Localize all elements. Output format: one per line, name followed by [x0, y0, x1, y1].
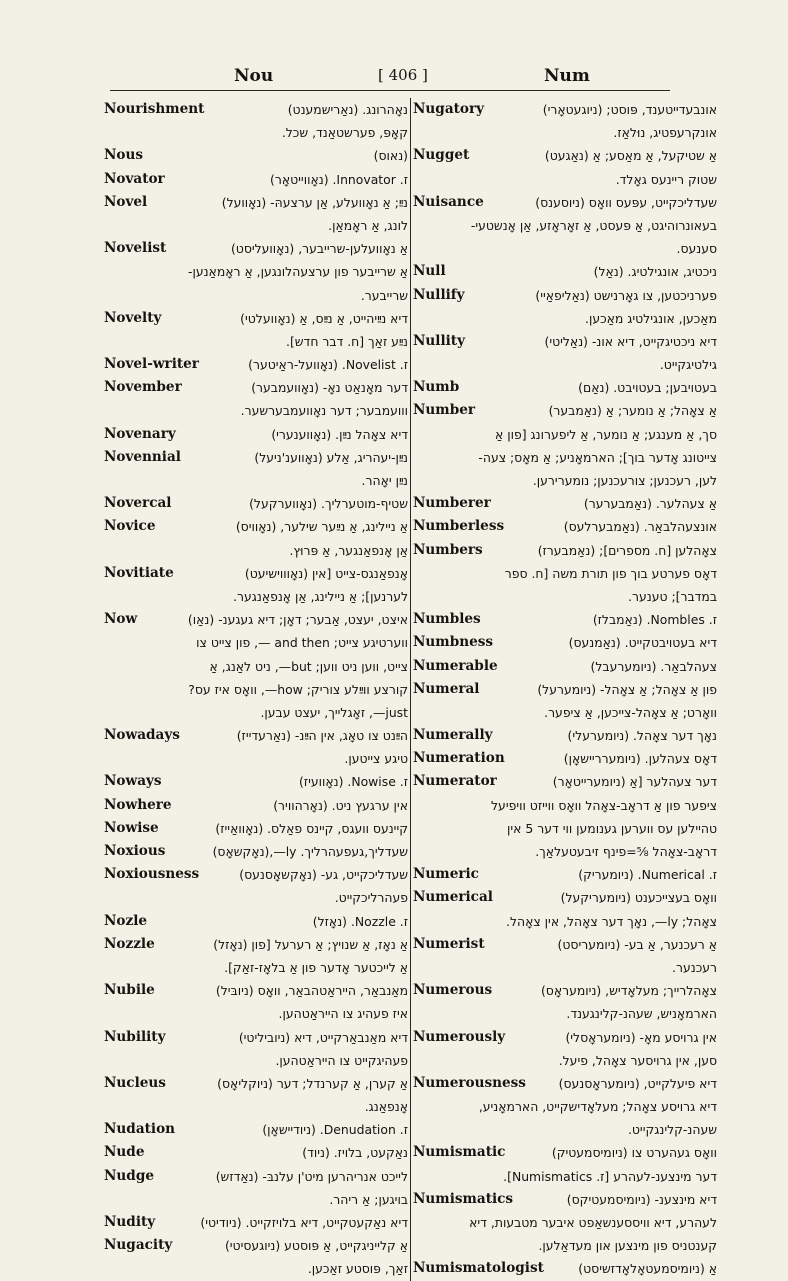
dictionary-entry — [104, 910, 408, 933]
headword: Nowhere — [104, 796, 172, 813]
dictionary-entry — [104, 492, 408, 515]
dictionary-entry — [104, 863, 408, 886]
dictionary-entry — [104, 1072, 408, 1095]
yiddish-definition: נײַן יאָהר. — [361, 473, 408, 488]
yiddish-definition: פעהרליכקייט. — [334, 890, 408, 906]
yiddish-definition: אַ קלייניגקייט, אַ פּוסטע (ניוגעסיטי) — [224, 1238, 408, 1254]
yiddish-definition: ז. Nombles. (נאַמבלז) — [592, 612, 717, 628]
dictionary-entry — [413, 933, 717, 956]
entry-continuation — [413, 1002, 717, 1025]
dictionary-entry — [413, 1257, 717, 1280]
yiddish-definition: אַ רעכנער, אַ בע- (ניומעריסט) — [557, 936, 717, 952]
yiddish-definition: דיא נאַקעטקייט, דיא בלויזקייט. (ניודיטי) — [200, 1215, 408, 1230]
right-column — [410, 98, 717, 1281]
yiddish-definition: טהיילען עס ווערען גענומען ווי דער 5 אין — [507, 820, 717, 836]
headword: Novator — [104, 170, 165, 187]
yiddish-definition: נאָהרונג. (נאַרישמענט) — [287, 102, 408, 117]
dictionary-entry — [104, 1234, 408, 1257]
entry-continuation — [104, 886, 408, 909]
entry-continuation — [104, 399, 408, 422]
yiddish-definition: שרייבער. — [360, 287, 408, 303]
headword: Numbness — [413, 634, 494, 651]
yiddish-definition: טיגע צייטען. — [344, 751, 408, 767]
dictionary-entry — [413, 144, 717, 167]
yiddish-definition: סען, אין גרויסער צאָהל, פיעל. — [558, 1052, 717, 1068]
yiddish-definition: ווערטיגע צייט; and then —, פון צייט צו — [196, 635, 408, 651]
right-guide-word: Num — [544, 66, 590, 86]
headword: Nourishment — [104, 101, 205, 117]
entry-continuation — [413, 794, 717, 817]
entry-continuation — [104, 701, 408, 724]
headword: Numerousness — [413, 1074, 526, 1091]
yiddish-definition: אַ ניילינג, אַ נײַער שילער, (נאָוויס) — [235, 519, 408, 535]
yiddish-definition: במדבר]; טענער. — [628, 588, 717, 604]
dictionary-entry — [104, 237, 408, 260]
entry-continuation — [104, 655, 408, 678]
dictionary-entry — [413, 98, 717, 121]
headword: Nugatory — [413, 101, 485, 117]
headword: Numerable — [413, 657, 498, 674]
yiddish-definition: דער מאָנאַט נאָ- (נאָוועמבער) — [251, 380, 408, 396]
entry-continuation — [413, 446, 717, 469]
yiddish-definition: אַ צעהלער. (נאַמבערער) — [583, 496, 717, 512]
entry-continuation — [413, 469, 717, 492]
yiddish-definition: just—, זאָגלייך, יעצט עבען. — [260, 704, 408, 720]
yiddish-definition: לונג, אַ ראָמאַן. — [328, 217, 408, 233]
yiddish-definition: אין ערגעץ ניט. (נאָרהוויר) — [273, 797, 408, 813]
left-column — [104, 98, 408, 1281]
yiddish-definition: קיינעס וועגס, קיינס פאַלס. (נאָוואַייז) — [215, 820, 408, 836]
headword: Numeration — [413, 750, 505, 767]
yiddish-definition: שטוק ריינעס גאָלד. — [615, 171, 717, 187]
yiddish-definition: דיא בעטויבטקייט. (נאַמנעס) — [568, 635, 717, 651]
dictionary-entry — [413, 1026, 717, 1049]
headword: Numeral — [413, 680, 480, 697]
headword: Numb — [413, 379, 460, 396]
dictionary-entry — [413, 492, 717, 515]
yiddish-definition: פעהיגקייט צו הייראַטהען. — [275, 1052, 408, 1068]
dictionary-entry — [413, 863, 717, 886]
headword: Novice — [104, 518, 156, 535]
yiddish-definition: צאָהלען [ח. מספרים]; (נאַמבערז) — [537, 542, 717, 558]
headword: Number — [413, 402, 476, 419]
dictionary-entry — [104, 353, 408, 376]
yiddish-definition: ז. Innovator. (נאָווייטאָר) — [270, 171, 408, 187]
entry-continuation — [413, 307, 717, 330]
yiddish-definition: אַ שרייבער פון ערצעהלונגען, אַ ראָמאַנען- — [187, 264, 408, 280]
dictionary-entry — [104, 307, 408, 330]
yiddish-definition: שטיף-מוטערליך. (נאָווערקעל) — [249, 496, 408, 512]
dictionary-entry — [104, 1026, 408, 1049]
entry-continuation — [104, 1257, 408, 1280]
entry-continuation — [104, 1188, 408, 1211]
dictionary-entry — [413, 539, 717, 562]
dictionary-entry — [104, 562, 408, 585]
headword: Numerical — [413, 889, 493, 906]
headword: Nucleus — [104, 1074, 166, 1091]
dictionary-entry — [413, 515, 717, 538]
yiddish-definition: אָנפאַנג. — [364, 1099, 408, 1115]
yiddish-definition: שעהנ-קלינגקייט. — [627, 1122, 717, 1138]
entry-continuation — [413, 817, 717, 840]
yiddish-definition: איז פעהיג צו הייראַטהען. — [278, 1006, 408, 1022]
yiddish-definition: אין גרויסע מאָ- (ניומעראָסלי) — [565, 1029, 717, 1045]
dictionary-entry — [104, 376, 408, 399]
yiddish-definition: צייט, ווען ניט ווען; but—, ניט לאַנג, אַ — [209, 658, 408, 674]
headword: Nugget — [413, 147, 470, 164]
headword: Numismatic — [413, 1144, 506, 1161]
yiddish-definition: נאָך דער צאָהל. (ניומערעלי) — [567, 728, 717, 744]
yiddish-definition: דיא מאַנבאַרקייט, דיא (ניוביליטי) — [238, 1029, 408, 1045]
yiddish-definition: ז. Novelist. (נאָוועל-ראַיטער) — [248, 357, 408, 373]
yiddish-definition: נײַ; אַ נאָוועלע, אַן ערצעהּ- (נאָוועל) — [221, 194, 408, 210]
yiddish-definition: אַ נאָז, אַ שנויץ; אַ רערעל [פון (נאָזל) — [213, 936, 408, 952]
entry-continuation — [413, 1165, 717, 1188]
headword: Now — [104, 611, 138, 628]
yiddish-definition: וואָס בעצייכענט (ניומעריקעל) — [560, 890, 717, 906]
headword: November — [104, 379, 182, 396]
headword: Nowadays — [104, 727, 180, 744]
yiddish-definition: ציפער פון אַ דראָב-צאָהל וואָס ווייזט וויפיעל — [491, 797, 717, 813]
dictionary-entry — [413, 1072, 717, 1095]
entry-continuation — [413, 910, 717, 933]
yiddish-definition: הײַנט צו טאָג, אין הײַנ- (נאַרעדייז) — [236, 728, 408, 744]
headword: Numberer — [413, 495, 491, 512]
dictionary-entry — [104, 446, 408, 469]
dictionary-entry — [104, 515, 408, 538]
yiddish-definition: בעאונרוהיגט, אַ פּעסט, אַ זאָראָזע, אַן אָנשטעי- — [470, 217, 717, 233]
dictionary-entry — [413, 770, 717, 793]
dictionary-entry — [413, 260, 717, 283]
entry-continuation — [104, 260, 408, 283]
dictionary-entry — [104, 840, 408, 863]
yiddish-definition: דיא פיעלקייט, (ניומעראָסנעס) — [558, 1075, 717, 1091]
yiddish-definition: ז. Numerical. (ניומעריק) — [578, 867, 717, 883]
yiddish-definition: צאָהלרייך; מעלאָדיש, (ניומעראָס) — [540, 983, 717, 999]
entry-continuation — [413, 562, 717, 585]
yiddish-definition: איצט, יעצט, אַבער; דאָן; דיא געגענ- (נאַו) — [187, 612, 408, 628]
yiddish-definition: קענטניס פון מינצען און מעדאַלען. — [538, 1238, 717, 1254]
yiddish-definition: שעדליכקייט, עפּעס וואָס (ניוסענס) — [535, 194, 717, 210]
yiddish-definition: צאָהל; ly—, נאָך דער צאָהל, אין צאָהל. — [506, 913, 717, 929]
dictionary-entry — [413, 376, 717, 399]
yiddish-definition: פערניכטען, צו גאָרנישט (נאַליפאַיי) — [535, 287, 717, 303]
dictionary-entry — [413, 1141, 717, 1164]
entry-continuation — [413, 1095, 717, 1118]
headword: Numberless — [413, 518, 505, 535]
entry-continuation — [104, 1095, 408, 1118]
entry-continuation — [104, 469, 408, 492]
dictionary-entry — [413, 655, 717, 678]
headword: Numeric — [413, 866, 479, 883]
entry-continuation — [413, 353, 717, 376]
dictionary-entry — [413, 979, 717, 1002]
yiddish-definition: ווועמבער; דער נאָוועמבערשער. — [240, 403, 408, 419]
headword: Nullify — [413, 286, 465, 303]
yiddish-definition: וואָס געהערט צו (ניומיסמעטיק) — [551, 1145, 717, 1161]
headword: Novel — [104, 193, 148, 210]
entry-continuation — [104, 1002, 408, 1025]
yiddish-definition: לען, רעכנען; צורעכנען; נומערירען. — [532, 473, 717, 488]
yiddish-definition: לייכט אנריהרען מיט'ן עלנבּ- (נאַדזש) — [215, 1168, 408, 1184]
yiddish-definition: רעכנער. — [672, 959, 717, 975]
dictionary-entry — [413, 678, 717, 701]
headword: Null — [413, 263, 446, 280]
yiddish-definition: דער צעהלער [אַ (ניומערייטאָר) — [552, 774, 717, 790]
headword: Nubility — [104, 1028, 166, 1045]
headword: Novennial — [104, 448, 181, 465]
yiddish-definition: דאָס צעהלען. (ניומערריישאָן) — [563, 751, 717, 767]
yiddish-definition: דיא גרויסע צאָהל; מעלאָדישקייט, הארמאָניע, — [478, 1099, 717, 1115]
dictionary-entry — [104, 794, 408, 817]
yiddish-definition: אַ (ניומיסמעטאָלאָדזשיסט) — [578, 1261, 717, 1277]
entry-continuation — [104, 1049, 408, 1072]
page-number: [ 406 ] — [378, 66, 428, 84]
entry-continuation — [413, 1118, 717, 1141]
dictionary-entry — [104, 817, 408, 840]
entry-continuation — [413, 168, 717, 191]
entry-continuation — [104, 631, 408, 654]
yiddish-definition: ניכטיג, אונגילטיג. (נאַל) — [593, 264, 717, 280]
page-header — [110, 66, 670, 91]
yiddish-definition: אַ לייכטער אָדער פון אַ בלאָז-זאַק]. — [224, 959, 408, 975]
yiddish-definition: דיא צאָהל נײַן. (נאָווענערי) — [271, 426, 408, 442]
dictionary-entry — [104, 1165, 408, 1188]
yiddish-definition: אַ קערן, אַ קערנדל; דער (ניוקליאָס) — [217, 1075, 408, 1091]
dictionary-entry — [413, 608, 717, 631]
yiddish-definition: מאַנבאַר, הייראַטהבאַר, וואָס (ניובּיל) — [215, 983, 408, 999]
headword: Numerously — [413, 1028, 506, 1045]
headword: Nullity — [413, 332, 465, 349]
dictionary-entry — [104, 770, 408, 793]
yiddish-definition: דיא ניכטיגקייט, דיא אונ- (נאַליטי) — [544, 333, 717, 349]
yiddish-definition: נײַע זאַך [ח. דבר חדש]. — [286, 333, 408, 349]
yiddish-definition: נײַן-יעהריג, אַלע (נאָווענ'ניעל) — [254, 449, 408, 465]
yiddish-definition: סענעס. — [676, 241, 717, 257]
headword: Nous — [104, 147, 144, 164]
yiddish-definition: ז. Nozzle. (נאָזל) — [312, 913, 408, 929]
left-guide-word: Nou — [234, 66, 274, 86]
yiddish-definition: (נאוס) — [373, 148, 408, 164]
headword: Numerally — [413, 727, 493, 744]
headword: Nuisance — [413, 193, 484, 210]
dictionary-entry — [413, 330, 717, 353]
entry-continuation — [104, 678, 408, 701]
yiddish-definition: אונבעדייטענד, פּוסט; (ניוגעטאָרי) — [542, 102, 717, 117]
yiddish-definition: אונצעהלבאַר. (נאַמבערלעס) — [563, 519, 717, 535]
headword: Numbers — [413, 541, 483, 558]
entry-continuation — [413, 1049, 717, 1072]
dictionary-entry — [104, 423, 408, 446]
yiddish-definition: דיא מינצענ- (ניומיסמעטיקס) — [566, 1191, 717, 1207]
dictionary-entry — [413, 886, 717, 909]
yiddish-definition: אָנפאַנגס-צייט [אין (נאָוווישיעט) — [244, 565, 408, 581]
headword: Noxiousness — [104, 866, 200, 883]
dictionary-entry — [413, 399, 717, 422]
dictionary-entry — [413, 747, 717, 770]
dictionary-entry — [104, 144, 408, 167]
dictionary-entry — [413, 724, 717, 747]
entry-continuation — [104, 539, 408, 562]
yiddish-definition: דראָב-צאָהל ⅝=פינף זיבעטעלאַך. — [535, 844, 717, 859]
headword: Novel-writer — [104, 356, 199, 373]
entry-continuation — [104, 956, 408, 979]
entry-continuation — [104, 747, 408, 770]
headword: Nudation — [104, 1121, 176, 1138]
headword: Novenary — [104, 425, 176, 442]
yiddish-definition: בויגען; אַ ריהר. — [329, 1191, 408, 1207]
headword: Novelty — [104, 309, 162, 326]
entry-continuation — [413, 956, 717, 979]
headword: Nudge — [104, 1167, 154, 1184]
entry-continuation — [413, 585, 717, 608]
entry-continuation — [104, 585, 408, 608]
yiddish-definition: שעדליכקייט, גע- (נאָקשאָסנעס) — [239, 867, 408, 883]
yiddish-definition: סך, אַ מענגע; אַ נומער, אַ ליפערונג [פון אַ — [495, 426, 717, 442]
dictionary-entry — [104, 1118, 408, 1141]
yiddish-definition: נאַקעט, בלויז. (ניוד) — [302, 1145, 408, 1161]
yiddish-definition: שעדליך,געפעהרליך. ly—,(נאָקשאָס) — [212, 844, 408, 859]
headword: Nozle — [104, 912, 148, 929]
yiddish-definition: לערנען]; אַ ניילינג, אַן אָנפאַנגער. — [233, 588, 408, 604]
dictionary-entry — [104, 933, 408, 956]
headword: Nozzle — [104, 935, 155, 952]
entry-continuation — [413, 701, 717, 724]
dictionary-entry — [413, 631, 717, 654]
dictionary-entry — [104, 608, 408, 631]
entry-continuation — [413, 121, 717, 144]
yiddish-definition: הארמאָניש, שעהנ-קלינגענד. — [566, 1006, 717, 1022]
entry-continuation — [413, 214, 717, 237]
yiddish-definition: לעהרע, דיא וויססענשאַפט איבער מטבעות, דיא — [469, 1215, 717, 1230]
dictionary-entry — [104, 979, 408, 1002]
entry-continuation — [104, 330, 408, 353]
yiddish-definition: אונקרעפטיג, נוּלאַז. — [613, 125, 717, 141]
headword: Noways — [104, 773, 162, 790]
entry-continuation — [104, 121, 408, 144]
dictionary-entry — [413, 191, 717, 214]
headword: Nude — [104, 1144, 145, 1161]
yiddish-definition: דיא נײַיהייט, אַ נײַס, אַ (נאָוועלטי) — [240, 310, 408, 326]
yiddish-definition: ז. Nowise. (נאָוועיז) — [298, 774, 408, 790]
headword: Numerator — [413, 773, 497, 790]
yiddish-definition: אַ צאָהל; אַ נומער; אַ (נאַמבער) — [548, 403, 717, 419]
headword: Novitiate — [104, 564, 174, 581]
headword: Novelist — [104, 240, 167, 257]
headword: Novercal — [104, 495, 172, 512]
yiddish-definition: דאָס פערטע בוך פון תורת משה [ח. ספר — [504, 565, 717, 581]
headword: Nowise — [104, 819, 159, 836]
yiddish-definition: צייטונג אָדער בוך]; הארמאָניע; אַ מאָס; צעה- — [478, 449, 717, 465]
dictionary-entry — [413, 284, 717, 307]
yiddish-definition: מאַכען, אונגילטיג מאַכען. — [585, 310, 717, 326]
entry-continuation — [413, 237, 717, 260]
yiddish-definition: קאָפּ, פערשטאַנד, שכל. — [281, 125, 408, 141]
entry-continuation — [104, 284, 408, 307]
yiddish-definition: קורצע ווײַלע צוריק; how—, וואָס איז עס? — [188, 681, 408, 697]
dictionary-entry — [413, 1188, 717, 1211]
dictionary-entry — [104, 191, 408, 214]
headword: Noxious — [104, 843, 166, 859]
headword: Numerous — [413, 982, 493, 999]
yiddish-definition: צעהלבאַר. (ניומערעבל) — [590, 658, 717, 674]
yiddish-definition: גילטיגקייט. — [659, 357, 717, 373]
headword: Numerist — [413, 935, 485, 952]
yiddish-definition: וואָרט; אַ צאָהל-צייכען, אַ ציפער. — [544, 704, 717, 720]
dictionary-entry — [104, 724, 408, 747]
entry-continuation — [413, 1234, 717, 1257]
dictionary-entry — [104, 1141, 408, 1164]
yiddish-definition: זאַך, פּוסטע זאַכען. — [307, 1261, 408, 1277]
headword: Nugacity — [104, 1237, 173, 1254]
yiddish-definition: ז. Denudation. (ניודיישאָן) — [262, 1122, 408, 1138]
headword: Numismatics — [413, 1190, 514, 1207]
yiddish-definition: אַ נאָוועלען-שרייבער, (נאָוועליסט) — [230, 241, 408, 257]
dictionary-entry — [104, 98, 408, 121]
yiddish-definition: דער מינצענ-לעהרע [ז. Numismatics]. — [503, 1168, 717, 1184]
headword: Nudity — [104, 1214, 156, 1230]
entry-continuation — [413, 423, 717, 446]
yiddish-definition: אַן אָנפאַנגער, אַ פּרוּץ. — [289, 542, 408, 558]
yiddish-definition: אַ שטיקעל, אַ מאַסע; אַ (נאַגעט) — [544, 148, 717, 164]
headword: Numbles — [413, 611, 481, 628]
entry-continuation — [413, 840, 717, 863]
headword: Numismatologist — [413, 1260, 544, 1277]
dictionary-entry — [104, 168, 408, 191]
yiddish-definition: פון אַ צאָהל; אַ צאָהל- (ניומערעל) — [537, 681, 717, 697]
yiddish-definition: בעטויבען; בעטויבט. (נאַם) — [578, 380, 717, 396]
entry-continuation — [104, 214, 408, 237]
headword: Nubile — [104, 982, 155, 999]
